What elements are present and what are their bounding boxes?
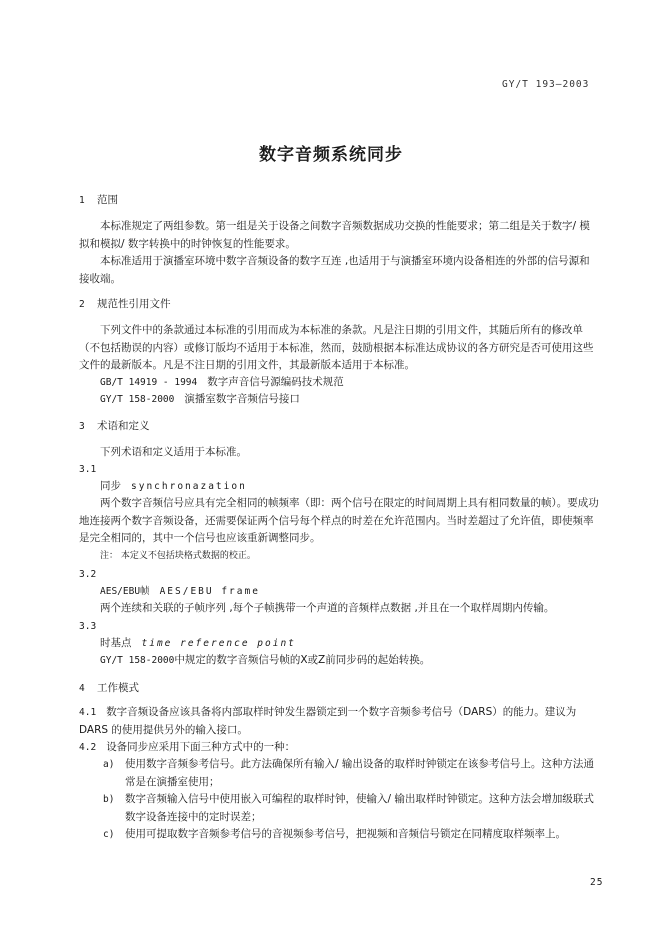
reference-code: GY/T 158-2000 <box>100 394 175 405</box>
list-item <box>103 826 600 844</box>
section-title: 术语和定义 <box>97 420 150 432</box>
term-3-1-number: 3.1 <box>79 464 97 475</box>
reference-code: GB/T 14919 - 1994 <box>100 377 198 388</box>
section-1-heading <box>79 192 600 210</box>
clause-text: 设备同步应采用下面三种方式中的一种： <box>106 741 296 753</box>
list-text: 使用可提取数字音频参考信号的音视频参考信号，把视频和音频信号锁定在同精度取样频率上。 <box>125 828 566 840</box>
term-3-2-heading <box>100 583 600 601</box>
section-number: 2 <box>79 299 85 310</box>
term-chinese: AES/EBU帧 <box>100 586 150 597</box>
section-title: 工作模式 <box>97 682 139 694</box>
term-chinese: 同步 <box>100 480 121 492</box>
term-english: synchronazation <box>131 481 247 492</box>
definition-text: 中规定的数字音频信号帧的X或Z前同步码的起始转换。 <box>174 654 431 666</box>
section-title: 范围 <box>97 194 118 206</box>
clause-text: 数字音频设备应该具备将内部取样时钟发生器锁定到一个数字音频参考信号（DARS）的能力。建议为DARS 的使用提供另外的输入接口。 <box>79 706 577 736</box>
term-3-2-number: 3.2 <box>79 569 97 580</box>
term-3-2-definition: 两个连续和关联的子帧序列 ,每个子帧携带一个声道的音频样点数据 ,并且在一个取样周期内传输。 <box>100 602 555 614</box>
list-label: a) <box>103 759 115 770</box>
list-label: c) <box>103 829 115 840</box>
section-2-paragraph-1: 下列文件中的条款通过本标准的引用而成为本标准的条款。凡是注日期的引用文件，其随后所有的修改单（不包括勘误的内容）或修订版均不适用于本标准，然而，鼓励根据本标准达成协议的各方研究是否可使用这些文件的最新版本。凡是不注日期的引用文件，其最新版本适用于本标准。 <box>79 324 594 371</box>
clause-number: 4.1 <box>79 707 97 718</box>
list-label: b) <box>103 794 115 805</box>
document-title: 数字音频系统同步 <box>259 145 403 165</box>
section-title: 规范性引用文件 <box>97 298 171 310</box>
list-text: 使用数字音频参考信号。此方法确保所有输入/ 输出设备的取样时钟锁定在该参考信号上。这种方法通常是在演播室使用； <box>125 758 594 788</box>
list-item <box>103 791 600 826</box>
term-english: AES/EBU frame <box>159 586 260 597</box>
term-chinese: 时基点 <box>100 637 132 649</box>
reference-code: GY/T 158-2000 <box>100 655 175 666</box>
list-item <box>103 756 600 791</box>
term-3-3-heading <box>100 635 600 653</box>
section-3-heading <box>79 418 600 436</box>
term-3-1-heading <box>100 478 600 496</box>
section-1-paragraph-1: 本标准规定了两组参数。第一组是关于设备之间数字音频数据成功交换的性能要求；第二组是关于数字/ 模拟和模拟/ 数字转换中的时钟恢复的性能要求。 <box>79 220 590 250</box>
reference-title: 演播室数字音频信号接口 <box>184 393 300 405</box>
term-3-1-definition: 两个数字音频信号应具有完全相同的帧频率（即：两个信号在限定的时间周期上具有相同数量的帧）。要成功地连接两个数字音频设备，还需要保证两个信号每个样点的时差在允许范围内。当时差超过了允许值，即使频率是完全相同的，其中一个信号也应该重新调整同步。 <box>79 497 599 544</box>
section-number: 3 <box>79 421 85 432</box>
section-2-heading <box>79 296 600 314</box>
section-4-heading <box>79 680 600 698</box>
standard-code: GY/T 193—2003 <box>502 79 590 90</box>
clause-number: 4.2 <box>79 742 97 753</box>
reference-1 <box>100 374 600 392</box>
clause-4-1 <box>79 704 600 739</box>
section-number: 4 <box>79 683 85 694</box>
list-text: 数字音频输入信号中使用嵌入可编程的取样时钟，使输入/ 输出取样时钟锁定。这种方法会增加级联式数字设备连接中的定时误差； <box>125 793 594 823</box>
term-english: time reference point <box>141 638 296 649</box>
reference-title: 数字声音信号源编码技术规范 <box>207 376 344 388</box>
section-1-paragraph-2: 本标准适用于演播室环境中数字音频设备的数字互连 ,也适用于与演播室环境内设备相连的外部的信号源和接收端。 <box>79 255 590 285</box>
section-3-paragraph-1: 下列术语和定义适用于本标准。 <box>100 446 247 458</box>
reference-2 <box>100 391 600 409</box>
term-3-1-note: 注： 本定义不包括块格式数据的校正。 <box>100 551 256 561</box>
section-number: 1 <box>79 195 85 206</box>
term-3-3-number: 3.3 <box>79 621 97 632</box>
term-3-3-definition <box>100 652 600 670</box>
page-number: 25 <box>590 877 604 888</box>
clause-4-2 <box>79 739 600 757</box>
